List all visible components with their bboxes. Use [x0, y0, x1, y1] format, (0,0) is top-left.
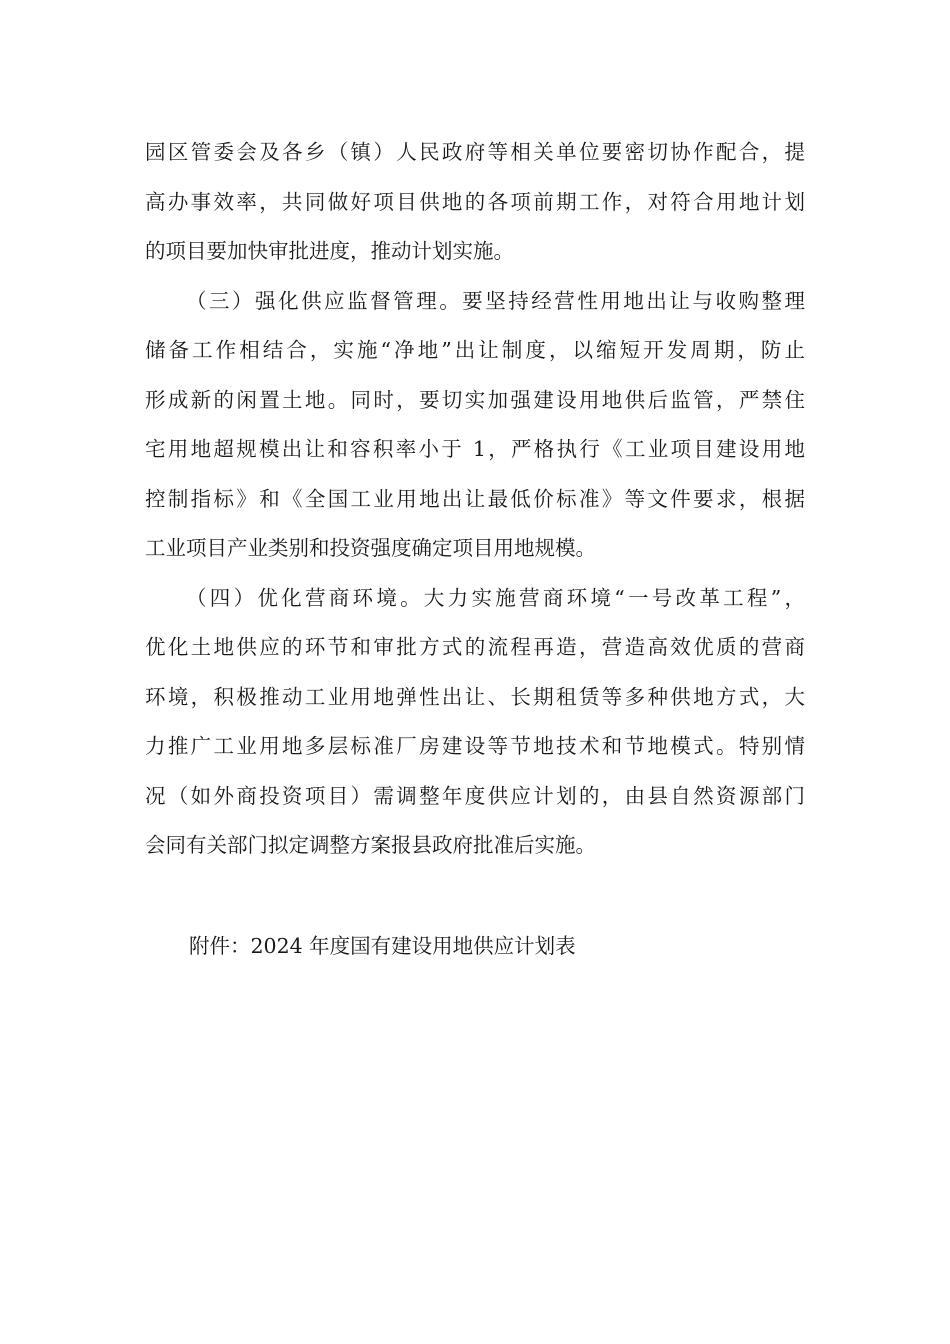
paragraph-line: 工业项目产业类别和投资强度确定项目用地规模。 [145, 536, 596, 560]
paragraph-line: 况（如外商投资项目）需调整年度供应计划的，由县自然资源部门 [145, 783, 805, 808]
paragraph-line: （四）优化营商环境。大力实施营商环境“一号改革工程”， [186, 585, 805, 610]
paragraph-line: 会同有关部门拟定调整方案报县政府批准后实施。 [145, 833, 596, 857]
document-body [145, 132, 805, 875]
paragraph-line: 高办事效率，共同做好项目供地的各项前期工作，对符合用地计划 [145, 189, 805, 214]
paragraph-line: 优化土地供应的环节和审批方式的流程再造，营造高效优质的营商 [145, 635, 805, 659]
paragraph-line: 宅用地超规模出让和容积率小于 1，严格执行《工业项目建设用地 [145, 437, 805, 461]
paragraph-line: 力推广工业用地多层标准厂房建设等节地技术和节地模式。特别情 [145, 734, 805, 758]
paragraph-line: 环境，积极推动工业用地弹性出让、长期租赁等多种供地方式，大 [145, 684, 805, 709]
paragraph-line: 控制指标》和《全国工业用地出让最低价标准》等文件要求，根据 [145, 486, 805, 511]
paragraph-line: （三）强化供应监督管理。要坚持经营性用地出让与收购整理 [186, 288, 805, 313]
attachment-note: 附件：2024 年度国有建设用地供应计划表 [189, 934, 576, 958]
paragraph-line: 形成新的闲置土地。同时，要切实加强建设用地供后监管，严禁住 [145, 387, 805, 412]
paragraph-line: 储备工作相结合，实施“净地”出让制度，以缩短开发周期，防止 [145, 338, 805, 362]
paragraph-line: 园区管委会及各乡（镇）人民政府等相关单位要密切协作配合，提 [145, 140, 805, 164]
paragraph-line: 的项目要加快审批进度，推动计划实施。 [145, 239, 514, 263]
